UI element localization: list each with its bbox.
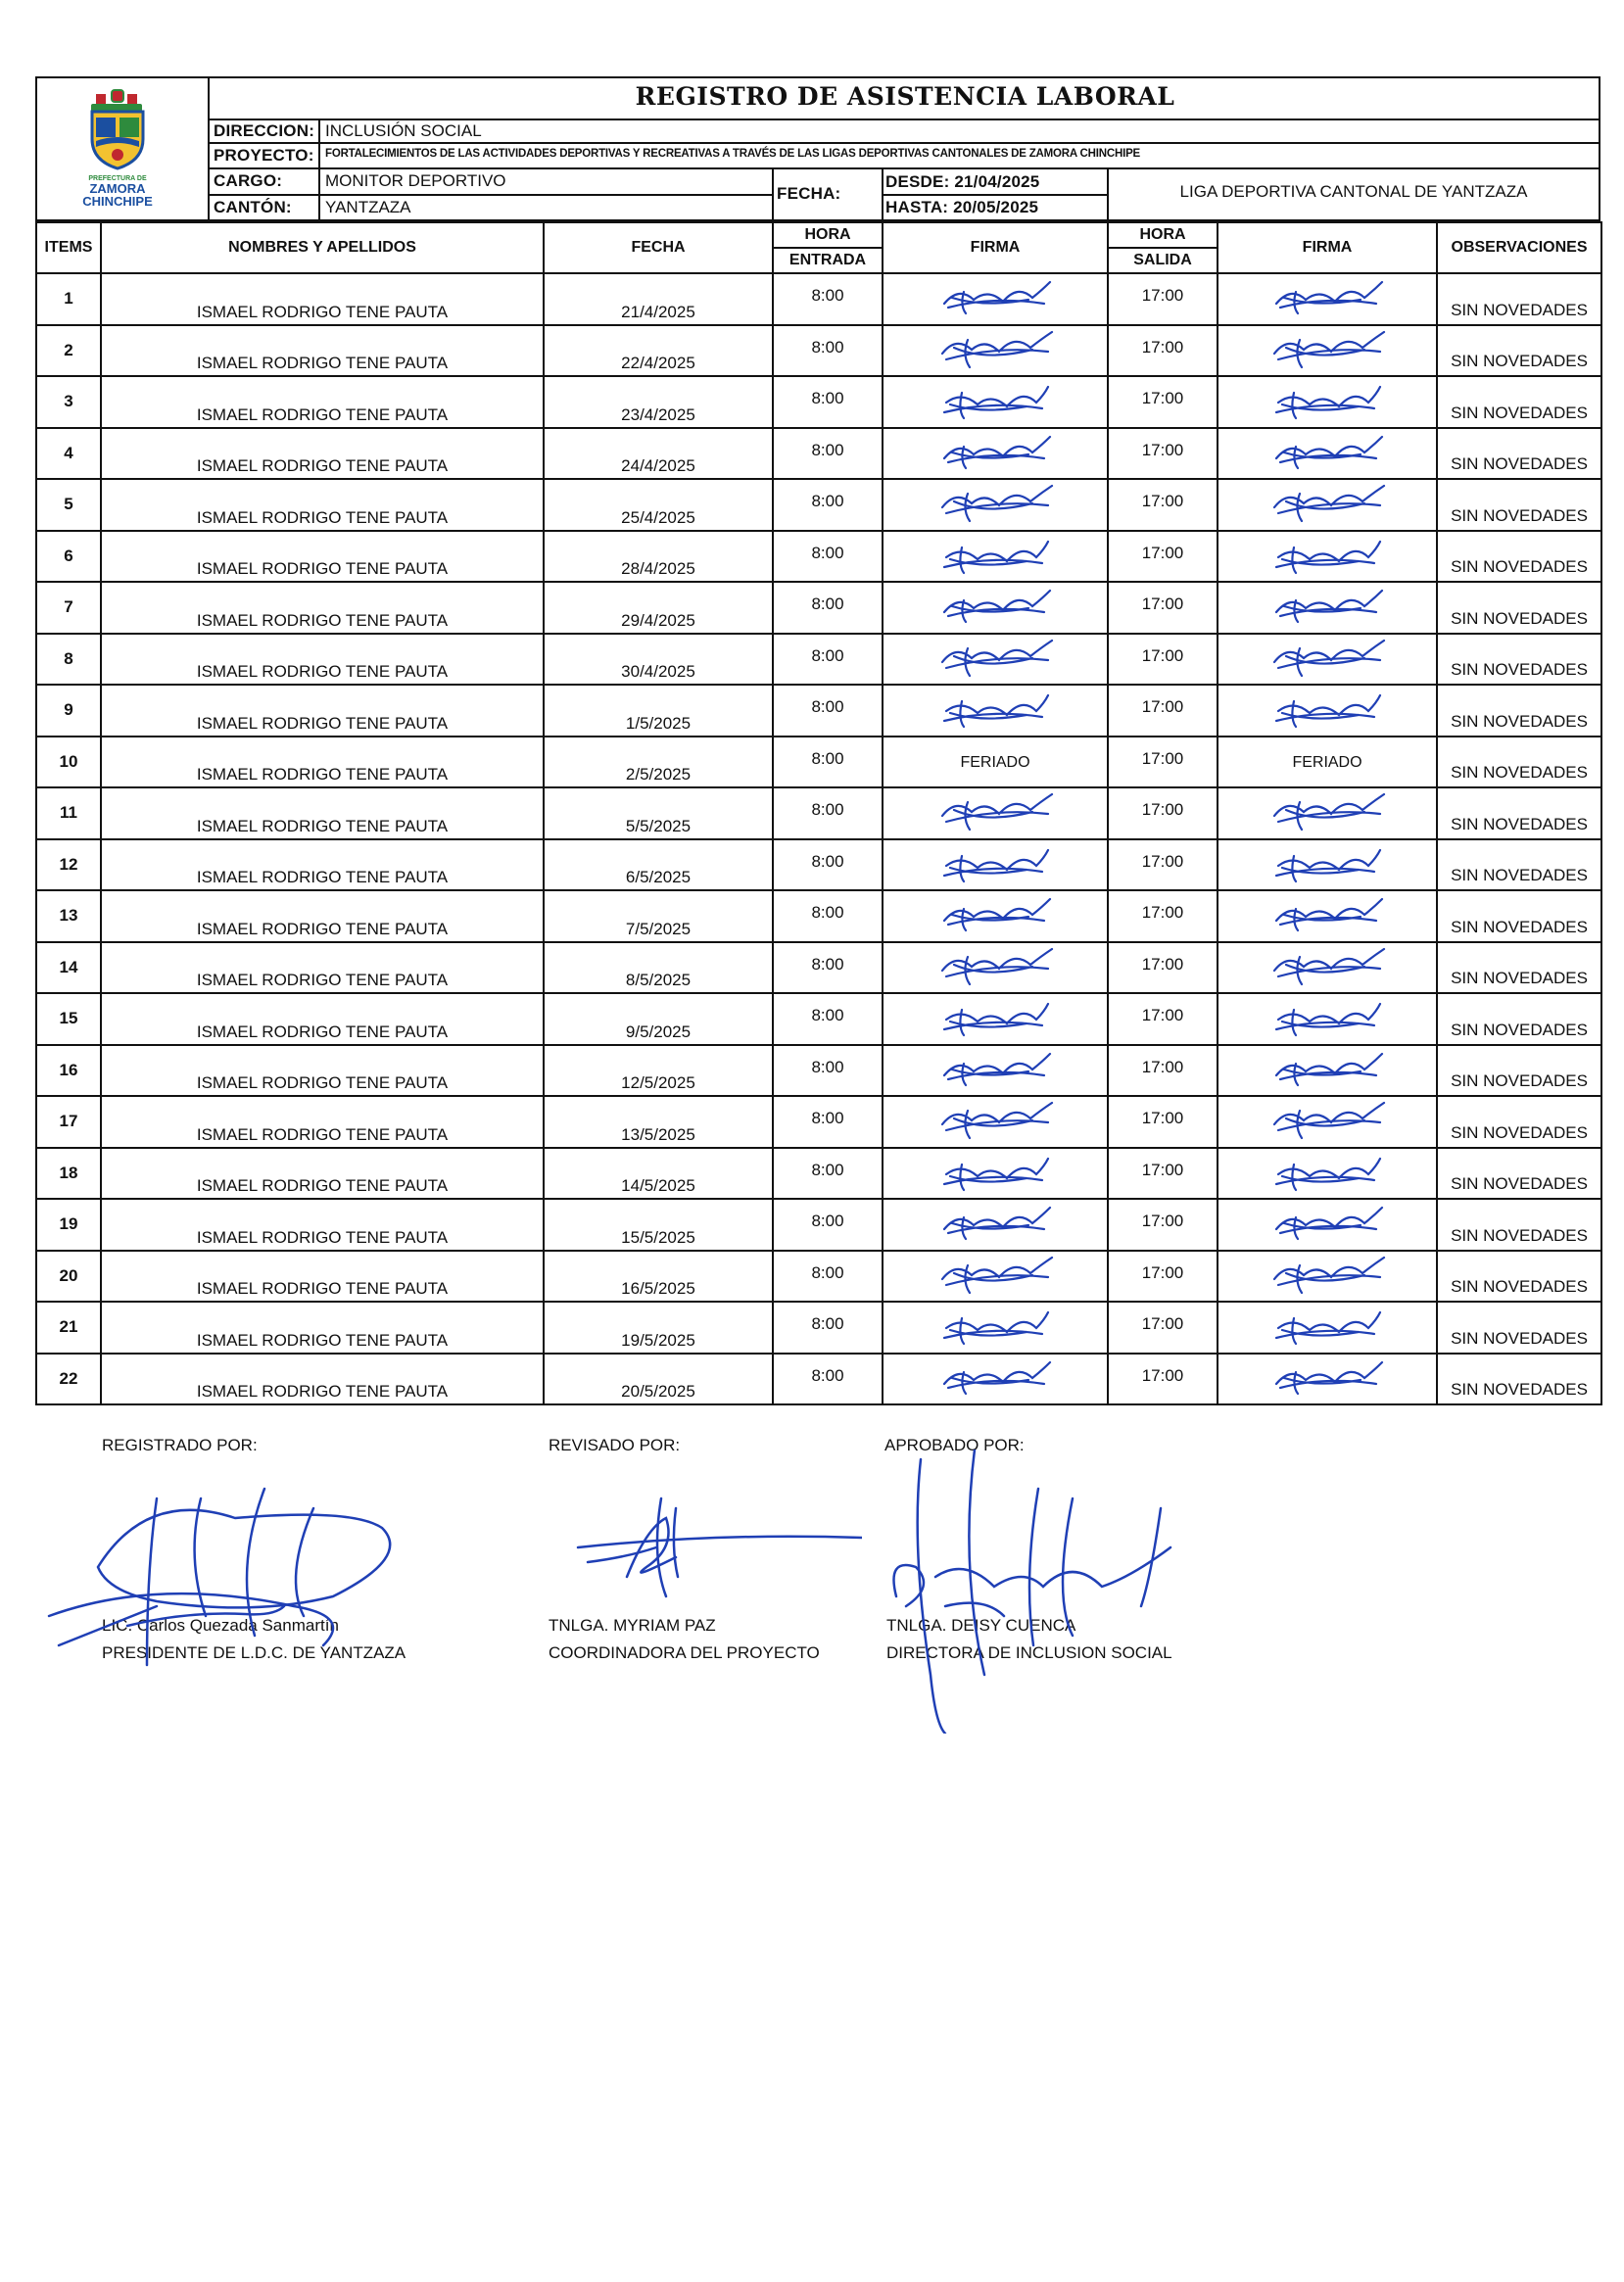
divider — [210, 167, 1600, 169]
item-number: 17 — [36, 1096, 101, 1148]
employee-name: ISMAEL RODRIGO TENE PAUTA — [101, 325, 544, 377]
item-number: 7 — [36, 582, 101, 634]
signature-mark — [1218, 947, 1436, 988]
exit-signature — [1218, 376, 1437, 428]
signature-mark — [1218, 1358, 1436, 1400]
entry-time: 8:00 — [773, 993, 883, 1045]
signature-mark — [1218, 536, 1436, 577]
cargo-value: MONITOR DEPORTIVO — [325, 171, 506, 190]
signature-mark — [1218, 844, 1436, 885]
item-number: 13 — [36, 890, 101, 942]
observation: SIN NOVEDADES — [1437, 531, 1601, 583]
entry-signature — [883, 737, 1108, 788]
signature-mark — [884, 433, 1107, 474]
employee-name: ISMAEL RODRIGO TENE PAUTA — [101, 685, 544, 737]
revisado-name: TNLGA. MYRIAM PAZ — [549, 1616, 716, 1635]
entry-time: 8:00 — [773, 890, 883, 942]
entry-time: 8:00 — [773, 428, 883, 480]
signature-mark — [884, 1204, 1107, 1245]
divider — [318, 119, 320, 221]
table-row — [36, 479, 1601, 531]
item-number: 3 — [36, 376, 101, 428]
item-number: 9 — [36, 685, 101, 737]
table-row — [36, 993, 1601, 1045]
divider — [882, 194, 1107, 196]
entry-signature — [883, 890, 1108, 942]
fecha-label: FECHA: — [777, 184, 841, 203]
employee-name: ISMAEL RODRIGO TENE PAUTA — [101, 787, 544, 839]
employee-name: ISMAEL RODRIGO TENE PAUTA — [101, 942, 544, 994]
observation: SIN NOVEDADES — [1437, 1251, 1601, 1303]
entry-time: 8:00 — [773, 787, 883, 839]
entry-time: 8:00 — [773, 1354, 883, 1405]
signature-mark — [884, 998, 1107, 1039]
employee-name: ISMAEL RODRIGO TENE PAUTA — [101, 428, 544, 480]
signature-mark — [1218, 433, 1436, 474]
observation: SIN NOVEDADES — [1437, 479, 1601, 531]
exit-time: 17:00 — [1108, 839, 1218, 891]
divider — [882, 167, 884, 221]
exit-time: 17:00 — [1108, 634, 1218, 686]
fecha-hasta: HASTA: 20/05/2025 — [885, 198, 1039, 216]
item-number: 10 — [36, 737, 101, 788]
entry-signature — [883, 1251, 1108, 1303]
exit-time: 17:00 — [1108, 737, 1218, 788]
col-hora-entrada-2: ENTRADA — [773, 248, 883, 273]
row-date: 2/5/2025 — [544, 737, 773, 788]
proyecto-value: FORTALECIMIENTOS DE LAS ACTIVIDADES DEPORTIVAS Y RECREATIVAS A TRAVÉS DE LAS LIGAS DEPORTIVAS CANTONALES DE ZAMORA CHINCHIPE — [325, 148, 1141, 160]
row-date: 13/5/2025 — [544, 1096, 773, 1148]
entry-time: 8:00 — [773, 1096, 883, 1148]
employee-name: ISMAEL RODRIGO TENE PAUTA — [101, 993, 544, 1045]
observation: SIN NOVEDADES — [1437, 1199, 1601, 1251]
employee-name: ISMAEL RODRIGO TENE PAUTA — [101, 376, 544, 428]
exit-time: 17:00 — [1108, 993, 1218, 1045]
liga-name: LIGA DEPORTIVA CANTONAL DE YANTZAZA — [1179, 182, 1528, 201]
col-firma-salida: FIRMA — [1218, 222, 1437, 273]
table-row — [36, 890, 1601, 942]
exit-time: 17:00 — [1108, 582, 1218, 634]
entry-time: 8:00 — [773, 325, 883, 377]
table-row — [36, 531, 1601, 583]
employee-name: ISMAEL RODRIGO TENE PAUTA — [101, 1148, 544, 1200]
employee-name: ISMAEL RODRIGO TENE PAUTA — [101, 273, 544, 325]
row-date: 25/4/2025 — [544, 479, 773, 531]
exit-time: 17:00 — [1108, 1096, 1218, 1148]
exit-signature — [1218, 582, 1437, 634]
table-row — [36, 1096, 1601, 1148]
observation: SIN NOVEDADES — [1437, 942, 1601, 994]
item-number: 18 — [36, 1148, 101, 1200]
logo-text-1: ZAMORA — [89, 181, 146, 196]
entry-signature — [883, 531, 1108, 583]
exit-signature — [1218, 1199, 1437, 1251]
registrado-label: REGISTRADO POR: — [102, 1436, 258, 1454]
exit-time: 17:00 — [1108, 685, 1218, 737]
exit-time: 17:00 — [1108, 428, 1218, 480]
exit-signature — [1218, 1354, 1437, 1405]
aprobado-role: DIRECTORA DE INCLUSION SOCIAL — [886, 1643, 1172, 1662]
employee-name: ISMAEL RODRIGO TENE PAUTA — [101, 839, 544, 891]
signature-mark — [884, 792, 1107, 833]
aprobado-name: TNLGA. DEISY CUENCA — [886, 1616, 1076, 1635]
row-date: 30/4/2025 — [544, 634, 773, 686]
item-number: 8 — [36, 634, 101, 686]
item-number: 2 — [36, 325, 101, 377]
exit-time: 17:00 — [1108, 1148, 1218, 1200]
exit-time: 17:00 — [1108, 942, 1218, 994]
table-row — [36, 1354, 1601, 1405]
table-row — [36, 839, 1601, 891]
entry-time: 8:00 — [773, 531, 883, 583]
entry-signature — [883, 942, 1108, 994]
col-hora-salida-2: SALIDA — [1108, 248, 1218, 273]
exit-signature — [1218, 737, 1437, 788]
item-number: 15 — [36, 993, 101, 1045]
proyecto-label: PROYECTO: — [214, 146, 314, 165]
entry-signature — [883, 839, 1108, 891]
employee-name: ISMAEL RODRIGO TENE PAUTA — [101, 634, 544, 686]
row-date: 9/5/2025 — [544, 993, 773, 1045]
signature-mark — [884, 278, 1107, 319]
exit-signature — [1218, 890, 1437, 942]
entry-time: 8:00 — [773, 1045, 883, 1097]
entry-signature — [883, 634, 1108, 686]
row-date: 14/5/2025 — [544, 1148, 773, 1200]
exit-signature — [1218, 942, 1437, 994]
row-date: 19/5/2025 — [544, 1302, 773, 1354]
signature-mark — [884, 1153, 1107, 1194]
entry-time: 8:00 — [773, 634, 883, 686]
exit-signature — [1218, 634, 1437, 686]
table-body — [36, 273, 1601, 1404]
table-row — [36, 1045, 1601, 1097]
entry-time: 8:00 — [773, 1251, 883, 1303]
direccion-label: DIRECCION: — [214, 121, 315, 140]
row-date: 23/4/2025 — [544, 376, 773, 428]
item-number: 1 — [36, 273, 101, 325]
revisado-signature — [568, 1489, 862, 1606]
row-date: 21/4/2025 — [544, 273, 773, 325]
signature-mark — [884, 689, 1107, 731]
employee-name: ISMAEL RODRIGO TENE PAUTA — [101, 737, 544, 788]
entry-time: 8:00 — [773, 685, 883, 737]
entry-signature — [883, 273, 1108, 325]
signature-mark — [884, 1256, 1107, 1297]
exit-signature — [1218, 1096, 1437, 1148]
signature-mark — [884, 1307, 1107, 1348]
exit-time: 17:00 — [1108, 479, 1218, 531]
entry-time: 8:00 — [773, 1302, 883, 1354]
entry-signature — [883, 479, 1108, 531]
col-items: ITEMS — [36, 222, 101, 273]
direccion-value: INCLUSIÓN SOCIAL — [325, 121, 482, 140]
entry-signature — [883, 325, 1108, 377]
employee-name: ISMAEL RODRIGO TENE PAUTA — [101, 1302, 544, 1354]
exit-signature — [1218, 531, 1437, 583]
signature-mark — [1218, 1204, 1436, 1245]
exit-signature — [1218, 1045, 1437, 1097]
observation: SIN NOVEDADES — [1437, 1354, 1601, 1405]
exit-time: 17:00 — [1108, 531, 1218, 583]
signature-mark — [1218, 1153, 1436, 1194]
entry-signature — [883, 685, 1108, 737]
entry-time: 8:00 — [773, 273, 883, 325]
item-number: 16 — [36, 1045, 101, 1097]
col-hora-entrada-1: HORA — [773, 222, 883, 248]
observation: SIN NOVEDADES — [1437, 1148, 1601, 1200]
observation: SIN NOVEDADES — [1437, 325, 1601, 377]
exit-signature — [1218, 428, 1437, 480]
revisado-label: REVISADO POR: — [549, 1436, 681, 1454]
row-date: 8/5/2025 — [544, 942, 773, 994]
table-row — [36, 685, 1601, 737]
row-date: 24/4/2025 — [544, 428, 773, 480]
signature-mark — [884, 1050, 1107, 1091]
exit-time: 17:00 — [1108, 376, 1218, 428]
entry-signature — [883, 1199, 1108, 1251]
signature-mark — [1218, 689, 1436, 731]
exit-signature — [1218, 1251, 1437, 1303]
item-number: 20 — [36, 1251, 101, 1303]
employee-name: ISMAEL RODRIGO TENE PAUTA — [101, 1199, 544, 1251]
exit-signature — [1218, 325, 1437, 377]
table-row — [36, 1302, 1601, 1354]
signature-mark — [884, 1101, 1107, 1142]
table-row — [36, 273, 1601, 325]
observation: SIN NOVEDADES — [1437, 376, 1601, 428]
exit-time: 17:00 — [1108, 1251, 1218, 1303]
row-date: 28/4/2025 — [544, 531, 773, 583]
observation: SIN NOVEDADES — [1437, 1096, 1601, 1148]
row-date: 7/5/2025 — [544, 890, 773, 942]
table-row — [36, 1251, 1601, 1303]
signature-mark — [884, 381, 1107, 422]
exit-signature — [1218, 1148, 1437, 1200]
row-date: 5/5/2025 — [544, 787, 773, 839]
employee-name: ISMAEL RODRIGO TENE PAUTA — [101, 1354, 544, 1405]
entry-time: 8:00 — [773, 942, 883, 994]
entry-time: 8:00 — [773, 1199, 883, 1251]
signature-mark — [1218, 1307, 1436, 1348]
observation: SIN NOVEDADES — [1437, 273, 1601, 325]
col-hora-salida-1: HORA — [1108, 222, 1218, 248]
entry-signature — [883, 1096, 1108, 1148]
item-number: 21 — [36, 1302, 101, 1354]
entry-time: 8:00 — [773, 582, 883, 634]
item-number: 14 — [36, 942, 101, 994]
table-row — [36, 942, 1601, 994]
table-row — [36, 737, 1601, 788]
exit-time: 17:00 — [1108, 1354, 1218, 1405]
signature-mark — [1218, 587, 1436, 628]
employee-name: ISMAEL RODRIGO TENE PAUTA — [101, 479, 544, 531]
signature-mark — [1218, 895, 1436, 936]
table-row — [36, 1148, 1601, 1200]
exit-signature — [1218, 273, 1437, 325]
entry-signature — [883, 428, 1108, 480]
col-fecha: FECHA — [544, 222, 773, 273]
signature-mark — [884, 484, 1107, 525]
item-number: 12 — [36, 839, 101, 891]
observation: SIN NOVEDADES — [1437, 1302, 1601, 1354]
col-firma-entrada: FIRMA — [883, 222, 1108, 273]
observation: SIN NOVEDADES — [1437, 582, 1601, 634]
signature-mark — [884, 330, 1107, 371]
registrado-role: PRESIDENTE DE L.D.C. DE YANTZAZA — [102, 1643, 406, 1662]
signature-mark — [884, 947, 1107, 988]
document-title: REGISTRO DE ASISTENCIA LABORAL — [635, 82, 1175, 111]
col-observaciones: OBSERVACIONES — [1437, 222, 1601, 273]
signature-mark — [884, 1358, 1107, 1400]
entry-signature — [883, 376, 1108, 428]
signature-mark — [1218, 1101, 1436, 1142]
entry-signature — [883, 582, 1108, 634]
item-number: 4 — [36, 428, 101, 480]
exit-time: 17:00 — [1108, 273, 1218, 325]
entry-signature — [883, 993, 1108, 1045]
entry-time: 8:00 — [773, 839, 883, 891]
signature-mark — [884, 895, 1107, 936]
employee-name: ISMAEL RODRIGO TENE PAUTA — [101, 582, 544, 634]
aprobado-label: APROBADO POR: — [884, 1436, 1025, 1454]
item-number: 22 — [36, 1354, 101, 1405]
observation: SIN NOVEDADES — [1437, 839, 1601, 891]
divider — [210, 194, 772, 196]
signature-mark — [1218, 639, 1436, 680]
row-date: 12/5/2025 — [544, 1045, 773, 1097]
entry-signature — [883, 1354, 1108, 1405]
prefectura-logo — [37, 78, 206, 215]
divider — [772, 167, 774, 221]
feriado-label: FERIADO — [1292, 753, 1362, 771]
observation: SIN NOVEDADES — [1437, 634, 1601, 686]
table-row — [36, 1199, 1601, 1251]
exit-time: 17:00 — [1108, 1302, 1218, 1354]
employee-name: ISMAEL RODRIGO TENE PAUTA — [101, 1045, 544, 1097]
table-row — [36, 582, 1601, 634]
logo-text-2: CHINCHIPE — [82, 194, 153, 209]
exit-time: 17:00 — [1108, 325, 1218, 377]
item-number: 5 — [36, 479, 101, 531]
employee-name: ISMAEL RODRIGO TENE PAUTA — [101, 890, 544, 942]
exit-time: 17:00 — [1108, 890, 1218, 942]
signature-mark — [884, 587, 1107, 628]
entry-signature — [883, 1045, 1108, 1097]
exit-signature — [1218, 839, 1437, 891]
signature-mark — [1218, 1050, 1436, 1091]
exit-signature — [1218, 685, 1437, 737]
signature-mark — [884, 536, 1107, 577]
canton-label: CANTÓN: — [214, 198, 292, 216]
entry-time: 8:00 — [773, 1148, 883, 1200]
table-row — [36, 787, 1601, 839]
row-date: 6/5/2025 — [544, 839, 773, 891]
table-row — [36, 376, 1601, 428]
divider — [210, 119, 1600, 120]
revisado-role: COORDINADORA DEL PROYECTO — [549, 1643, 820, 1662]
entry-time: 8:00 — [773, 479, 883, 531]
registrado-name: LIC. Carlos Quezada Sanmartín — [102, 1616, 339, 1635]
table-row — [36, 634, 1601, 686]
exit-signature — [1218, 479, 1437, 531]
observation: SIN NOVEDADES — [1437, 1045, 1601, 1097]
registrado-signature — [39, 1469, 490, 1704]
exit-signature — [1218, 1302, 1437, 1354]
exit-signature — [1218, 787, 1437, 839]
observation: SIN NOVEDADES — [1437, 685, 1601, 737]
signature-mark — [884, 639, 1107, 680]
canton-value: YANTZAZA — [325, 198, 411, 216]
cargo-label: CARGO: — [214, 171, 283, 190]
item-number: 11 — [36, 787, 101, 839]
item-number: 6 — [36, 531, 101, 583]
divider — [210, 142, 1600, 144]
column-header-row — [36, 222, 1601, 248]
entry-time: 8:00 — [773, 376, 883, 428]
attendance-table — [35, 221, 1602, 1405]
observation: SIN NOVEDADES — [1437, 890, 1601, 942]
observation: SIN NOVEDADES — [1437, 428, 1601, 480]
fecha-desde: DESDE: 21/04/2025 — [885, 172, 1040, 191]
observation: SIN NOVEDADES — [1437, 993, 1601, 1045]
row-date: 20/5/2025 — [544, 1354, 773, 1405]
signature-mark — [1218, 484, 1436, 525]
signature-mark — [1218, 998, 1436, 1039]
exit-signature — [1218, 993, 1437, 1045]
exit-time: 17:00 — [1108, 1199, 1218, 1251]
row-date: 22/4/2025 — [544, 325, 773, 377]
entry-signature — [883, 787, 1108, 839]
employee-name: ISMAEL RODRIGO TENE PAUTA — [101, 1096, 544, 1148]
signature-mark — [1218, 381, 1436, 422]
aprobado-signature — [877, 1450, 1190, 1734]
table-row — [36, 325, 1601, 377]
col-nombres: NOMBRES Y APELLIDOS — [101, 222, 544, 273]
observation: SIN NOVEDADES — [1437, 737, 1601, 788]
entry-time: 8:00 — [773, 737, 883, 788]
employee-name: ISMAEL RODRIGO TENE PAUTA — [101, 531, 544, 583]
exit-time: 17:00 — [1108, 787, 1218, 839]
signature-mark — [1218, 330, 1436, 371]
employee-name: ISMAEL RODRIGO TENE PAUTA — [101, 1251, 544, 1303]
exit-time: 17:00 — [1108, 1045, 1218, 1097]
table-row — [36, 428, 1601, 480]
signature-mark — [1218, 1256, 1436, 1297]
signature-mark — [1218, 792, 1436, 833]
logo-cell — [37, 78, 210, 219]
signature-mark — [1218, 278, 1436, 319]
feriado-label: FERIADO — [960, 753, 1030, 771]
row-date: 15/5/2025 — [544, 1199, 773, 1251]
signature-mark — [884, 844, 1107, 885]
logo-text-top: PREFECTURA DE — [88, 175, 147, 182]
row-date: 1/5/2025 — [544, 685, 773, 737]
entry-signature — [883, 1302, 1108, 1354]
entry-signature — [883, 1148, 1108, 1200]
row-date: 29/4/2025 — [544, 582, 773, 634]
row-date: 16/5/2025 — [544, 1251, 773, 1303]
item-number: 19 — [36, 1199, 101, 1251]
observation: SIN NOVEDADES — [1437, 787, 1601, 839]
